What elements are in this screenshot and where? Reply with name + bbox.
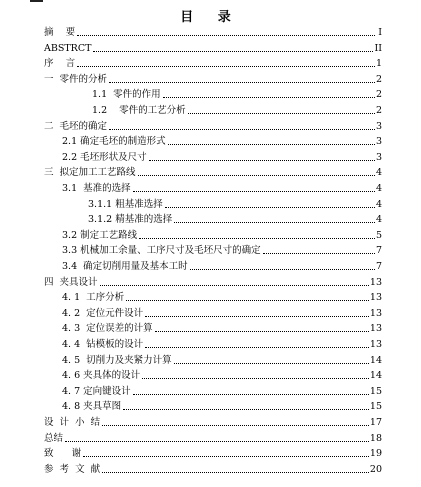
page-corner-mark (30, 0, 43, 2)
toc-entry-page: 2 (375, 73, 382, 85)
toc-entry-page: 19 (369, 448, 382, 460)
toc-entry[interactable] (62, 383, 382, 398)
toc-entry-label: 参 考 文 献 (44, 463, 101, 475)
toc-entry-page: 14 (369, 354, 382, 366)
toc-dot-leader (163, 97, 375, 98)
toc-entry[interactable] (62, 149, 382, 164)
toc-entry-label: 致 谢 (44, 448, 82, 460)
toc-entry-label: 设 计 小 结 (44, 417, 101, 428)
toc-entry-label: 摘 要 (44, 27, 76, 38)
toc-entry-label: 三 拟定加工工艺路线 (44, 167, 136, 179)
toc-title: 目 录 (180, 10, 241, 25)
toc-dot-leader (77, 35, 375, 36)
toc-dot-leader (65, 441, 369, 442)
toc-entry[interactable] (62, 398, 382, 413)
toc-dot-leader (100, 285, 369, 286)
toc-entry[interactable] (44, 461, 382, 476)
toc-entry-page: 7 (375, 245, 382, 257)
toc-dot-leader (155, 331, 369, 332)
toc-dot-leader (102, 425, 369, 426)
toc-entry[interactable] (44, 118, 382, 133)
toc-entry-page: 15 (369, 385, 382, 397)
toc-entry-label: 4. 8 夹具草图 (62, 401, 122, 413)
toc-entry[interactable] (62, 180, 382, 195)
toc-dot-leader (133, 394, 369, 395)
toc-entry-page: 13 (369, 323, 382, 335)
toc-entry[interactable] (88, 196, 382, 211)
toc-entry-page: 13 (369, 339, 382, 350)
toc-entry-page: 20 (369, 463, 382, 475)
toc-entry-page: 13 (369, 276, 382, 288)
toc-dot-leader (190, 269, 375, 270)
toc-dot-leader (138, 175, 375, 176)
toc-dot-leader (83, 456, 369, 457)
toc-entry[interactable] (44, 445, 382, 460)
toc-entry[interactable] (44, 430, 382, 445)
toc-entry[interactable] (62, 258, 382, 273)
toc-entry-label: 3.1.2 精基准的选择 (88, 214, 173, 226)
toc-entry[interactable] (88, 211, 382, 226)
toc-entry-label: 3.1.1 粗基准选择 (88, 198, 163, 210)
toc-dot-leader (263, 253, 375, 254)
toc-entry[interactable] (62, 367, 382, 382)
toc-dot-leader (139, 238, 375, 239)
toc-entry-label: 1.2 零件的工艺分析 (92, 105, 186, 116)
toc-entry-page: 2 (375, 105, 382, 116)
toc-entry-page: 3 (375, 136, 382, 148)
toc-dot-leader (126, 300, 369, 301)
toc-entry-page: 4 (375, 198, 382, 210)
toc-dot-leader (149, 160, 375, 161)
toc-entry[interactable] (44, 24, 382, 39)
toc-entry-page: 3 (375, 151, 382, 163)
toc-entry[interactable] (44, 71, 382, 86)
toc-entry-label: 二 毛坯的确定 (44, 120, 108, 132)
toc-entry[interactable] (92, 102, 382, 117)
toc-entry[interactable] (44, 274, 382, 289)
toc-entry[interactable] (62, 336, 382, 351)
toc-dot-leader (174, 363, 369, 364)
toc-entry-label: 4. 7 定向键设计 (62, 385, 131, 397)
toc-entry-page: 17 (369, 417, 382, 428)
toc-entry-label: 序 言 (44, 58, 76, 70)
toc-entry-label: 3.4 确定切削用量及基本工时 (62, 261, 188, 272)
toc-entry-page: 15 (369, 401, 382, 413)
toc-entry[interactable] (62, 227, 382, 242)
toc-dot-leader (109, 82, 375, 83)
toc-entry[interactable] (62, 352, 382, 367)
toc-entry-label: 4. 6 夹具体的设计 (62, 370, 141, 382)
toc-entry-label: 3.2 制定工艺路线 (62, 229, 138, 241)
toc-entry-page: 4 (375, 214, 382, 226)
toc-entry-page: 4 (375, 183, 382, 194)
toc-entry-label: 四 夹具设计 (44, 276, 98, 288)
toc-entry-label: 4. 3 定位误差的计算 (62, 323, 153, 335)
toc-dot-leader (102, 472, 369, 473)
toc-entry-label: 3.3 机械加工余量、工序尺寸及毛坯尺寸的确定 (62, 245, 261, 257)
toc-entry-label: 一 零件的分析 (44, 73, 108, 85)
toc-entry[interactable] (44, 55, 382, 70)
toc-entry[interactable] (62, 305, 382, 320)
toc-entry-label: 4. 5 切削力及夹紧力计算 (62, 354, 172, 366)
toc-entry[interactable] (62, 289, 382, 304)
toc-dot-leader (142, 378, 369, 379)
toc-entry[interactable] (44, 164, 382, 179)
toc-dot-leader (145, 347, 369, 348)
toc-entry[interactable] (44, 414, 382, 429)
toc-entry-page: 3 (375, 120, 382, 132)
toc-entry-page: I (378, 27, 382, 38)
toc-entry-label: ABSTRCT (44, 42, 92, 54)
toc-entry-page: 18 (369, 432, 382, 444)
toc-entry[interactable] (62, 320, 382, 335)
toc-entry-label: 3.1 基准的选择 (62, 183, 131, 194)
toc-entry-page: 2 (375, 89, 382, 101)
toc-entry[interactable] (62, 242, 382, 257)
toc-dot-leader (168, 144, 375, 145)
toc-dot-leader (174, 222, 375, 223)
toc-dot-leader (93, 51, 373, 52)
toc-entry-page: 13 (369, 307, 382, 319)
toc-entry-label: 总结 (44, 432, 64, 444)
toc-entry-label: 2.1 确定毛坯的制造形式 (62, 136, 166, 148)
toc-entry-page: 13 (369, 292, 382, 304)
toc-dot-leader (188, 113, 375, 114)
toc-dot-leader (165, 207, 375, 208)
toc-dot-leader (145, 316, 369, 317)
toc-entry[interactable] (62, 133, 382, 148)
toc-entry-label: 4. 2 定位元件设计 (62, 307, 144, 319)
toc-dot-leader (123, 409, 369, 410)
toc-dot-leader (77, 66, 375, 67)
toc-entry-page: 1 (375, 58, 382, 70)
toc-entry-page: 7 (375, 261, 382, 272)
toc-entry-page: 5 (375, 229, 382, 241)
toc-entry-label: 1.1 零件的作用 (92, 89, 161, 101)
toc-entry[interactable] (92, 86, 382, 101)
toc-entry-page: II (374, 42, 382, 54)
toc-entry-label: 4. 4 钻模板的设计 (62, 339, 144, 350)
toc-dot-leader (133, 191, 375, 192)
toc-entry-page: 4 (375, 167, 382, 179)
toc-entry-label: 4. 1 工序分析 (62, 292, 125, 304)
toc-entry[interactable] (44, 40, 382, 55)
toc-dot-leader (109, 129, 375, 130)
toc-entry-page: 14 (369, 370, 382, 382)
toc-entry-label: 2.2 毛坯形状及尺寸 (62, 151, 147, 163)
